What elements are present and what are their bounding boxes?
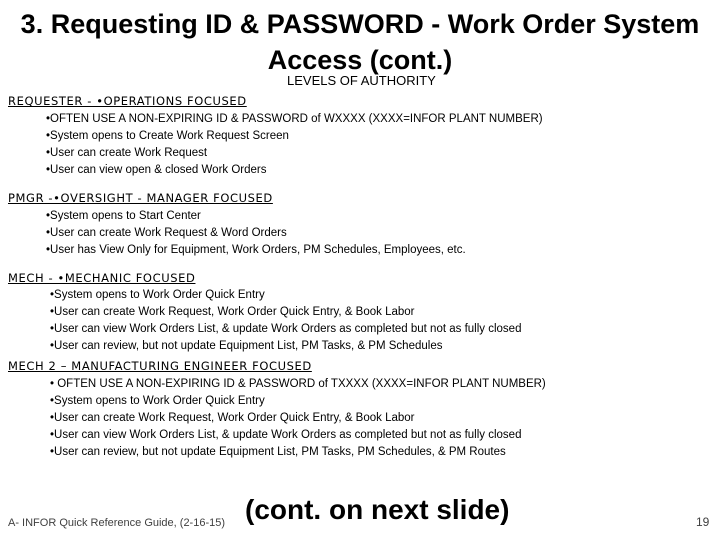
list-item: • OFTEN USE A NON-EXPIRING ID & PASSWORD of WXXXX (XXXX=INFOR PLANT NUMBER) [46, 111, 543, 128]
section-heading-pmgr: PMGR -•OVERSIGHT - MANAGER FOCUSED [8, 191, 273, 205]
list-item: • User can create Work Request & Word Orders [46, 225, 466, 242]
list-item: • User can create Work Request [46, 145, 543, 162]
list-item: • User can view open & closed Work Orders [46, 162, 543, 179]
list-item: • User can view Work Orders List, & update Work Orders as completed but not as fully closed [50, 321, 521, 338]
section-heading-mech: MECH - •MECHANIC FOCUSED [8, 271, 196, 285]
mech-bullet-list [50, 287, 521, 355]
list-item: • OFTEN USE A NON-EXPIRING ID & PASSWORD of TXXXX (XXXX=INFOR PLANT NUMBER) [50, 376, 546, 393]
slide-subtitle: LEVELS OF AUTHORITY [287, 73, 436, 88]
section-heading-mech-2: MECH 2 – MANUFACTURING ENGINEER FOCUSED [8, 359, 312, 373]
page-number: 19 [696, 515, 710, 529]
list-item: • System opens to Work Order Quick Entry [50, 287, 521, 304]
list-item: • System opens to Work Order Quick Entry [50, 393, 546, 410]
list-item: • System opens to Create Work Request Screen [46, 128, 543, 145]
list-item: • User can create Work Request, Work Order Quick Entry, & Book Labor [50, 410, 546, 427]
requester-bullet-list [46, 111, 543, 179]
list-item: • User can view Work Orders List, & update Work Orders as completed but not as fully closed [50, 427, 546, 444]
list-item: • System opens to Start Center [46, 208, 466, 225]
list-item: • User can create Work Request, Work Order Quick Entry, & Book Labor [50, 304, 521, 321]
continued-note: (cont. on next slide) [245, 494, 510, 525]
section-heading-requester: REQUESTER - •OPERATIONS FOCUSED [8, 94, 247, 108]
pmgr-bullet-list [46, 208, 466, 259]
list-item: • User has View Only for Equipment, Work Orders, PM Schedules, Employees, etc. [46, 242, 466, 259]
mech-2-bullet-list [50, 376, 546, 461]
slide-title [0, 6, 720, 78]
slide-title-line-1: 3. Requesting ID & PASSWORD - Work Order System [20, 9, 700, 39]
slide-title-line-2: Access (cont.) [267, 45, 453, 75]
list-item: • User can review, but not update Equipment List, PM Tasks, & PM Schedules [50, 338, 521, 355]
list-item: • User can review, but not update Equipment List, PM Tasks, PM Schedules, & PM Routes [50, 444, 546, 461]
footer-reference: A- INFOR Quick Reference Guide, (2-16-15) [8, 517, 226, 529]
